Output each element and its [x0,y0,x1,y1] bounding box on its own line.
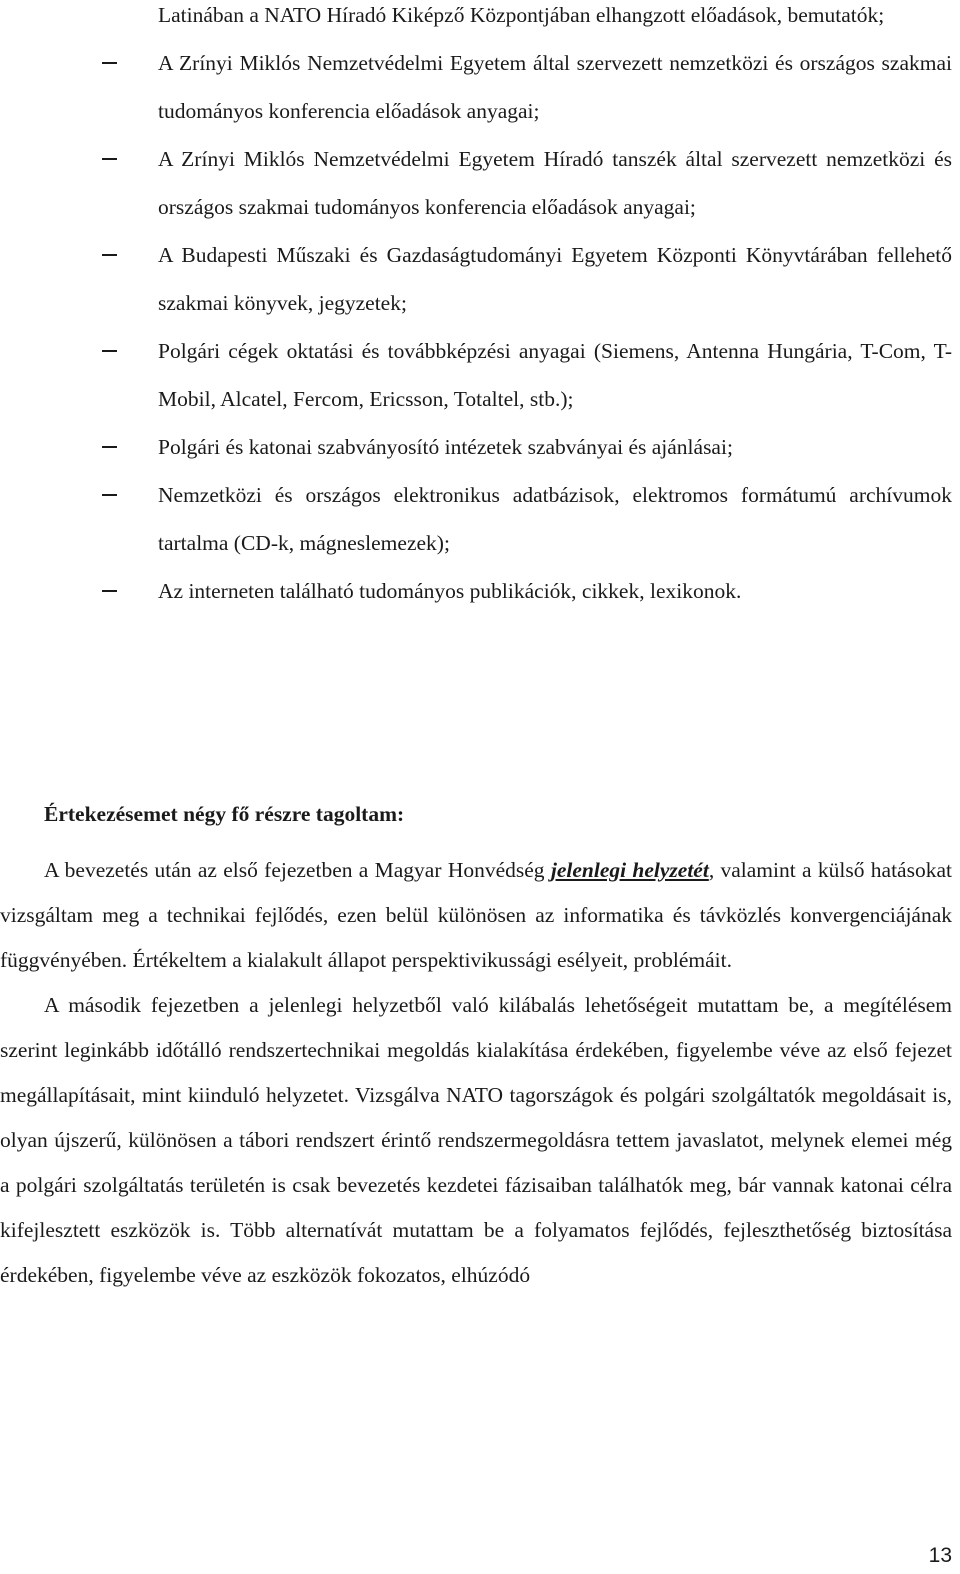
list-item [0,567,960,615]
list-item-text: Polgári cégek oktatási és továbbképzési anyagai (Siemens, Antenna Hungária, T-Com, T-Mobil, Alcatel, Fercom, Ericsson, Totaltel, stb.); [158,339,952,411]
list-item-text: A Budapesti Műszaki és Gazdaságtudományi Egyetem Központi Könyvtárában fellehető szakmai könyvek, jegyzetek; [158,243,952,315]
dash-bullet [102,446,117,448]
list-item-text: Latinában a NATO Híradó Kiképző Központjában elhangzott előadások, bemutatók; [158,3,885,27]
paragraph-1-after: , valamint a külső hatásokat vizsgáltam meg a technikai fejlődés, ezen belül különösen az informatika és távközlés konvergenciájának függvényében. Értékeltem a kialakult állapot perspektivikussági esélyeit, problémáit. [0,858,952,972]
list-item-text: Polgári és katonai szabványosító intézetek szabványai és ajánlásai; [158,435,733,459]
dash-bullet [102,350,117,352]
list-item [0,39,960,135]
source-list [0,0,960,615]
dash-bullet [102,494,117,496]
list-item [0,0,960,39]
paragraph-2: A második fejezetben a jelenlegi helyzetből való kilábalás lehetőségeit mutattam be, a megítélésem szerint leginkább időtálló rendszertechnikai megoldás kialakítása érdekében, figyelembe véve az első fejezet megállapításait, mint kiinduló helyzetet. Vizsgálva NATO tagországok és polgári szolgáltatók megoldásait is, olyan újszerű, különösen a tábori rendszert érintő rendszermegoldásra tettem javaslatot, melynek elemei még a polgári szolgáltatás területén is csak bevezetés kezdetei fázisaiban találhatók meg, bár vannak katonai célra kifejlesztett eszközök is. Több alternatívát mutattam be a folyamatos fejlődés, fejleszthetőség biztosítása érdekében, figyelembe véve az eszközök fokozatos, elhúzódó [0,993,952,1287]
dash-bullet [102,590,117,592]
list-item [0,135,960,231]
dash-bullet [102,158,117,160]
list-item [0,327,960,423]
dash-bullet [102,254,117,256]
section-heading: Értekezésemet négy fő részre tagoltam: [44,802,405,826]
list-item-text: Az interneten található tudományos publikációk, cikkek, lexikonok. [158,579,742,603]
body-text [0,848,952,1298]
list-item [0,471,960,567]
list-item [0,231,960,327]
list-item-text: A Zrínyi Miklós Nemzetvédelmi Egyetem Híradó tanszék által szervezett nemzetközi és országos szakmai tudományos konferencia előadások anyagai; [158,147,952,219]
list-item [0,423,960,471]
dash-bullet [102,62,117,64]
list-item-text: Nemzetközi és országos elektronikus adatbázisok, elektromos formátumú archívumok tartalma (CD-k, mágneslemezek); [158,483,952,555]
paragraph-1-before: A bevezetés után az első fejezetben a Magyar Honvédség [44,858,551,882]
page-number: 13 [928,1544,952,1567]
list-item-text: A Zrínyi Miklós Nemzetvédelmi Egyetem által szervezett nemzetközi és országos szakmai tudományos konferencia előadások anyagai; [158,51,952,123]
paragraph-1 [0,848,952,983]
paragraph-1-emphasis: jelenlegi helyzetét [550,858,709,882]
